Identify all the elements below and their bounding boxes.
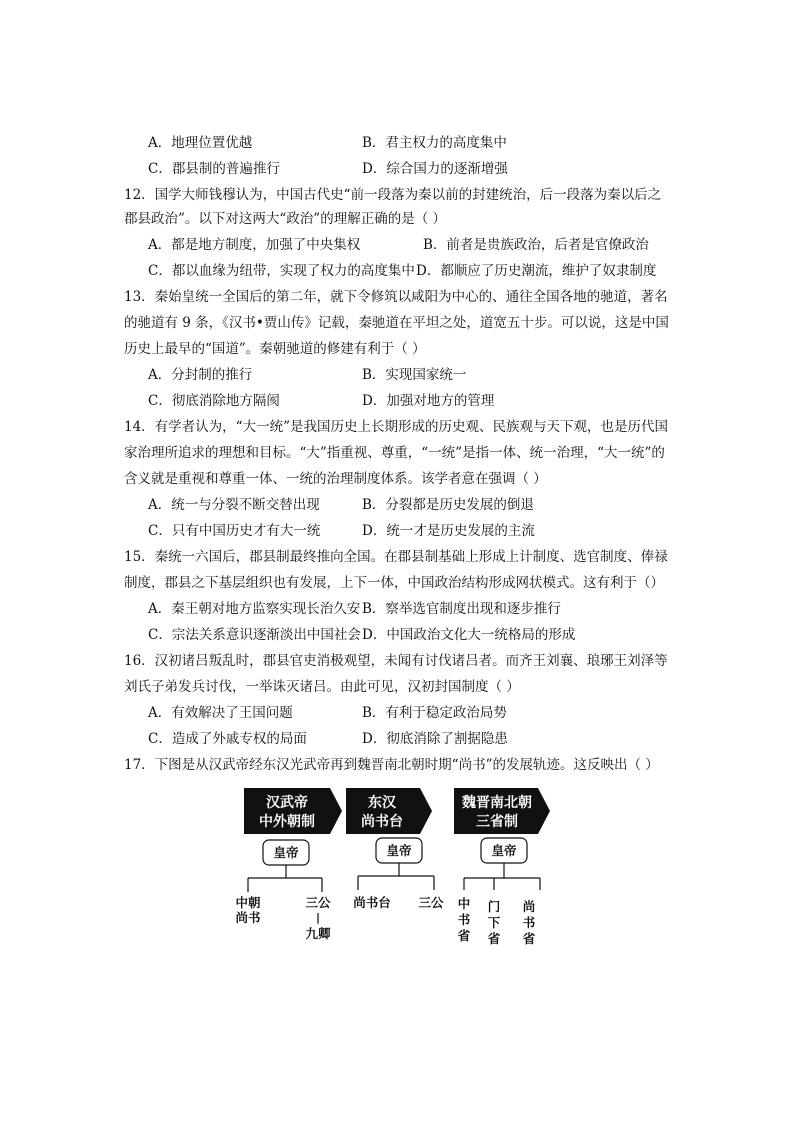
stage3-title2: 三省制 <box>476 814 518 830</box>
q12-option-c: C．都以血缘为纽带，实现了权力的高度集中 <box>148 263 415 279</box>
stage1-emperor: 皇帝 <box>273 845 299 860</box>
q15-option-b: B．察举选官制度出现和逐步推行 <box>362 601 561 617</box>
stage1-title2: 中外朝制 <box>259 814 315 830</box>
q12-stem-line2: 郡县政治”。以下对这两大“政治”的理解正确的是（ ） <box>124 211 446 227</box>
q13-option-a: A．分封制的推行 <box>148 367 253 383</box>
stage1-right-line1: 三公 <box>305 895 331 910</box>
q14-stem-line2: 家治理所追求的理想和目标。“大”指重视、尊重，“一统”是指一体、统一治理，“大一统”的 <box>124 445 665 461</box>
q12-option-d: D．都顺应了历史潮流，维护了奴隶制度 <box>416 263 657 279</box>
q13-stem-line3: 历史上最早的“国道”。秦朝驰道的修建有利于（ ） <box>124 341 426 357</box>
stage3-col2-char2: 下 <box>487 915 501 930</box>
q16-option-a: A．有效解决了王国问题 <box>148 705 293 721</box>
stage1-left-line2: 尚书 <box>235 910 261 925</box>
q16-stem-line2: 刘氏子弟发兵讨伐，一举诛灭诸吕。由此可见，汉初封国制度（ ） <box>124 679 520 695</box>
q11-option-c: C．郡县制的普遍推行 <box>148 161 280 177</box>
stage3-col1-char3: 省 <box>457 928 471 943</box>
q14-stem-line1: 14．有学者认为，“大一统”是我国历史上长期形成的历史观、民族观与天下观，也是历代国 <box>124 419 668 435</box>
stage3-col1-char1: 中 <box>457 896 471 911</box>
stage3-col2-char3: 省 <box>487 931 501 946</box>
stage3-col2-char1: 门 <box>487 899 501 914</box>
stage3-col3-char3: 省 <box>522 931 536 946</box>
stage3-title1: 魏晋南北朝 <box>462 795 532 811</box>
stage3-col3-char2: 书 <box>522 915 536 930</box>
stage2-title1: 东汉 <box>368 795 396 811</box>
stage1-left-line1: 中朝 <box>235 895 261 910</box>
q15-option-d: D．中国政治文化大一统格局的形成 <box>362 627 576 643</box>
q15-stem-line2: 制度，郡县之下基层组织也有发展，上下一体，中国政治结构形成网状模式。这有利于（） <box>124 575 664 591</box>
stage2-emperor: 皇帝 <box>386 843 412 858</box>
stage1-right-link: | <box>315 911 321 924</box>
stage3-emperor: 皇帝 <box>491 843 517 858</box>
stage2-left: 尚书台 <box>353 895 391 910</box>
q12-stem-line1: 12．国学大师钱穆认为，中国古代史“前一段落为秦以前的封建统治，后一段落为秦以后之 <box>124 187 662 203</box>
q14-option-a: A．统一与分裂不断交替出现 <box>148 497 320 513</box>
q16-option-d: D．彻底消除了割据隐患 <box>362 731 508 747</box>
q13-option-c: C．彻底消除地方隔阂 <box>148 393 280 409</box>
q13-stem-line1: 13．秦始皇统一全国后的第二年，就下令修筑以咸阳为中心的、通往全国各地的驰道，著名 <box>124 289 668 305</box>
stage3-col1-char2: 书 <box>457 912 471 927</box>
q16-option-c: C．造成了外戚专权的局面 <box>148 731 307 747</box>
q13-option-d: D．加强对地方的管理 <box>362 393 495 409</box>
q16-stem-line1: 16．汉初诸吕叛乱时，郡县官吏消极观望，未闻有讨伐诸吕者。而齐王刘襄、琅琊王刘泽等 <box>124 653 668 669</box>
q14-option-d: D．统一才是历史发展的主流 <box>362 523 535 539</box>
stage1-title1: 汉武帝 <box>266 795 308 811</box>
q16-option-b: B．有利于稳定政治局势 <box>362 705 507 721</box>
q14-stem-line3: 含义就是重视和尊重一体、一统的治理制度体系。该学者意在强调（ ） <box>124 471 547 487</box>
q12-option-a: A．都是地方制度，加强了中央集权 <box>148 237 361 253</box>
q11-option-a: A．地理位置优越 <box>148 135 253 151</box>
q11-option-b: B．君主权力的高度集中 <box>362 135 507 151</box>
stage2-right: 三公 <box>418 895 444 910</box>
q17-stem-line1: 17．下图是从汉武帝经东汉光武帝再到魏晋南北朝时期“尚书”的发展轨迹。这反映出（ ） <box>124 757 659 773</box>
q15-option-c: C．宗法关系意识逐渐淡出中国社会 <box>148 627 361 643</box>
q13-option-b: B．实现国家统一 <box>362 367 467 383</box>
stage2-title2: 尚书台 <box>361 814 403 830</box>
q15-stem-line1: 15．秦统一六国后，郡县制最终推向全国。在郡县制基础上形成上计制度、选官制度、俸禄 <box>124 549 668 565</box>
q13-stem-line2: 的驰道有 9 条，《汉书•贾山传》记载，秦驰道在平坦之处，道宽五十步。可以说，这是中国 <box>124 315 669 331</box>
q11-option-d: D．综合国力的逐渐增强 <box>362 161 508 177</box>
q12-option-b: B．前者是贵族政治，后者是官僚政治 <box>423 237 649 253</box>
stage1-right-line2: 九卿 <box>305 926 331 941</box>
q14-option-b: B．分裂都是历史发展的倒退 <box>362 497 534 513</box>
stage3-col3-char1: 尚 <box>522 899 536 914</box>
q15-option-a: A．秦王朝对地方监察实现长治久安 <box>148 601 361 617</box>
q14-option-c: C．只有中国历史才有大一统 <box>148 523 321 539</box>
